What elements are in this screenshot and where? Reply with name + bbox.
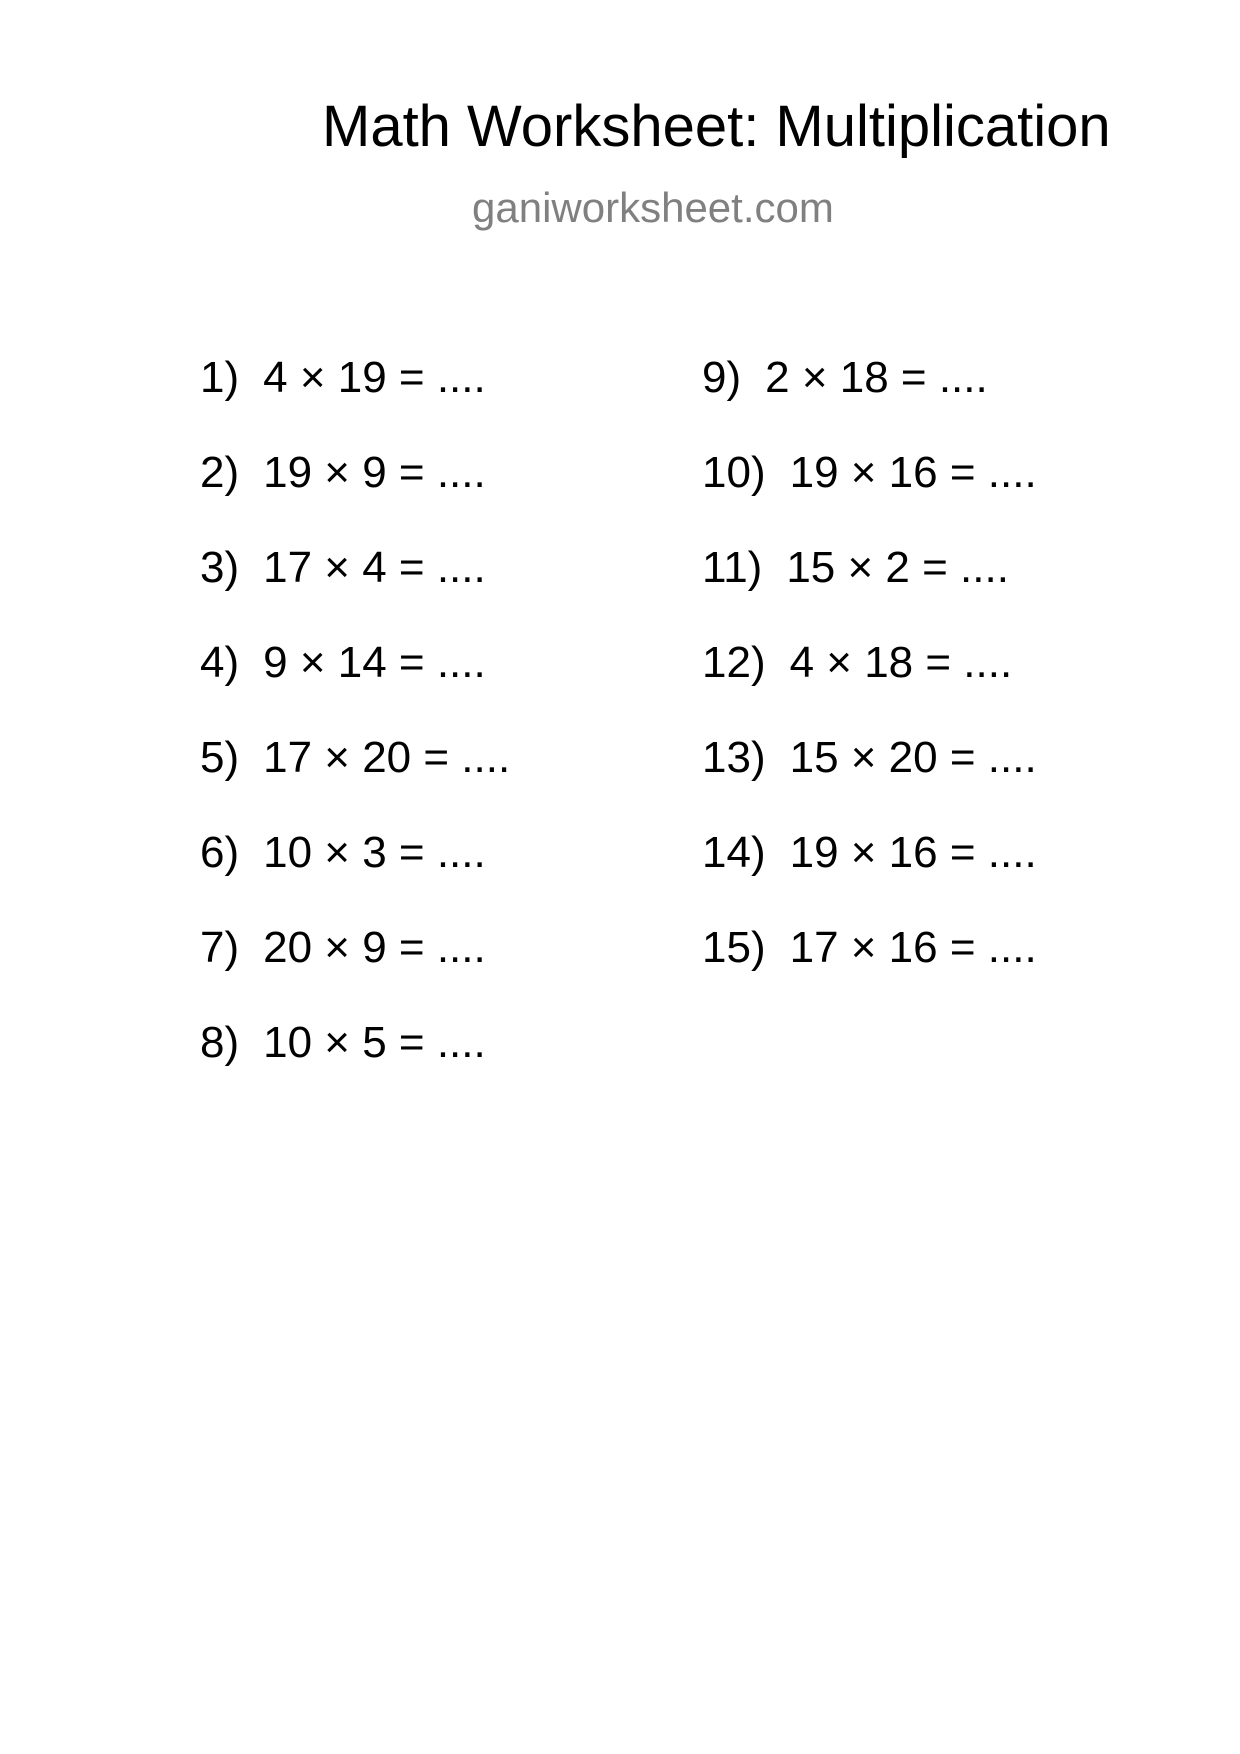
problem-expression: 2 × 18 = .... bbox=[765, 353, 988, 402]
problem-15 bbox=[702, 923, 1037, 972]
problem-4 bbox=[200, 638, 486, 687]
problem-expression: 20 × 9 = .... bbox=[263, 923, 486, 972]
problem-expression: 15 × 2 = .... bbox=[786, 543, 1009, 592]
problem-expression: 4 × 19 = .... bbox=[263, 353, 486, 402]
problem-number: 15) bbox=[702, 923, 766, 972]
problem-1 bbox=[200, 353, 486, 402]
problem-8 bbox=[200, 1018, 486, 1067]
problem-5 bbox=[200, 733, 511, 782]
problem-number: 10) bbox=[702, 448, 766, 497]
problem-expression: 19 × 16 = .... bbox=[789, 448, 1037, 497]
problem-12 bbox=[702, 638, 1013, 687]
problem-number: 14) bbox=[702, 828, 766, 877]
problem-number: 1) bbox=[200, 353, 240, 402]
site-url: ganiworksheet.com bbox=[472, 184, 834, 231]
problem-expression: 4 × 18 = .... bbox=[789, 638, 1013, 687]
problem-6 bbox=[200, 828, 486, 877]
problem-10 bbox=[702, 448, 1037, 497]
problem-expression: 15 × 20 = .... bbox=[789, 733, 1037, 782]
problem-number: 3) bbox=[200, 543, 240, 592]
problem-expression: 17 × 20 = .... bbox=[263, 733, 511, 782]
problem-2 bbox=[200, 448, 486, 497]
problem-number: 9) bbox=[702, 353, 742, 402]
problem-9 bbox=[702, 353, 988, 402]
problem-13 bbox=[702, 733, 1037, 782]
problem-number: 6) bbox=[200, 828, 240, 877]
problem-number: 12) bbox=[702, 638, 766, 687]
problem-expression: 19 × 9 = .... bbox=[263, 448, 486, 497]
problem-14 bbox=[702, 828, 1037, 877]
problem-number: 13) bbox=[702, 733, 766, 782]
problem-expression: 10 × 5 = .... bbox=[263, 1018, 486, 1067]
problem-expression: 10 × 3 = .... bbox=[263, 828, 486, 877]
problem-number: 8) bbox=[200, 1018, 240, 1067]
problem-7 bbox=[200, 923, 486, 972]
problem-number: 11) bbox=[702, 543, 763, 592]
problem-number: 4) bbox=[200, 638, 240, 687]
page-title: Math Worksheet: Multiplication bbox=[322, 94, 1111, 159]
problem-expression: 17 × 16 = .... bbox=[789, 923, 1037, 972]
problem-expression: 17 × 4 = .... bbox=[263, 543, 486, 592]
problem-number: 7) bbox=[200, 923, 240, 972]
problem-expression: 19 × 16 = .... bbox=[789, 828, 1037, 877]
problem-3 bbox=[200, 543, 486, 592]
problem-11 bbox=[702, 543, 1009, 592]
problem-expression: 9 × 14 = .... bbox=[263, 638, 486, 687]
problem-number: 5) bbox=[200, 733, 240, 782]
problem-number: 2) bbox=[200, 448, 240, 497]
